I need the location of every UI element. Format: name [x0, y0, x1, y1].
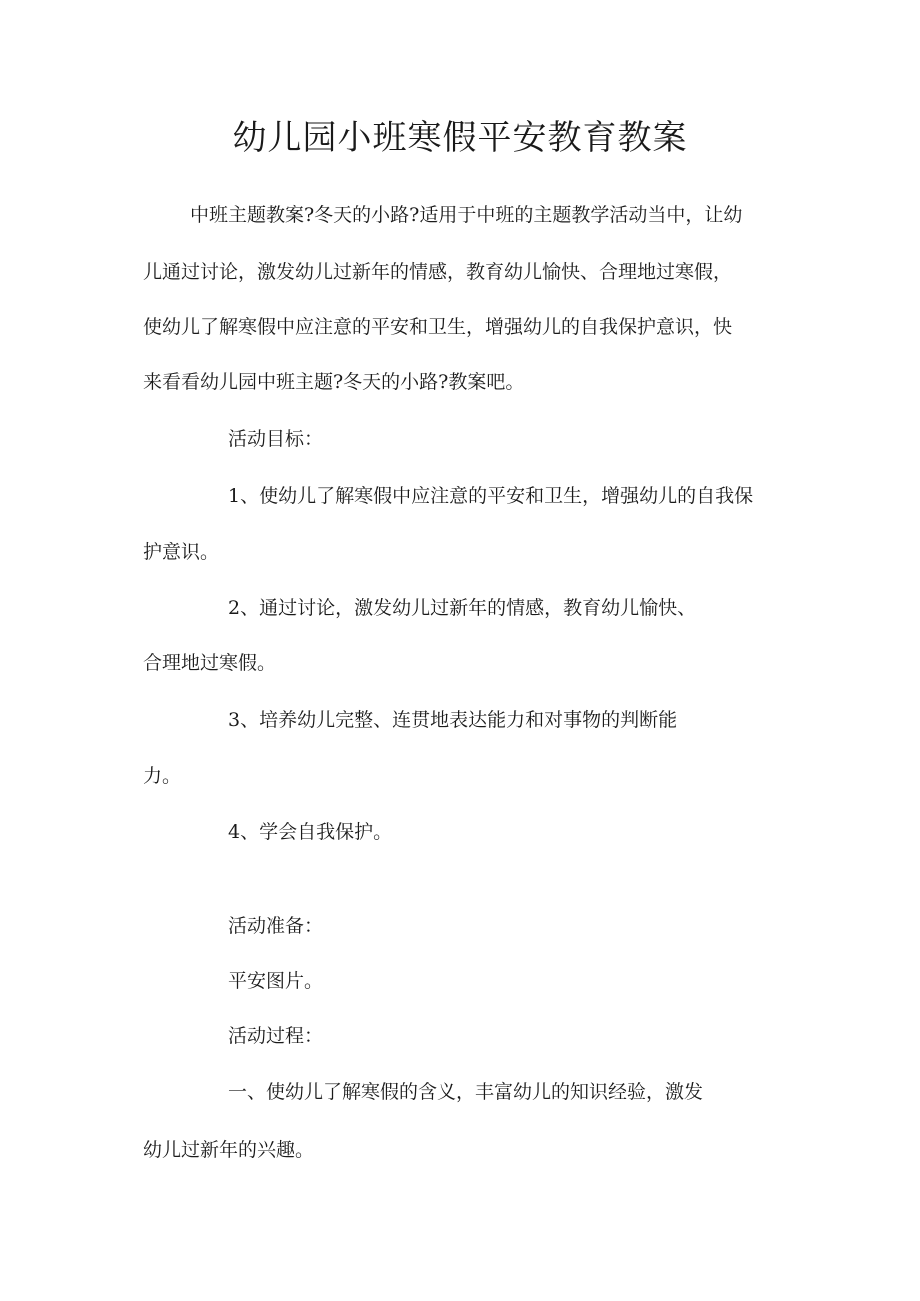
intro-line-3: 使幼儿了解寒假中应注意的平安和卫生，增强幼儿的自我保护意识，快 [143, 316, 733, 338]
intro-line-4: 来看看幼儿园中班主题?冬天的小路?教案吧。 [143, 371, 525, 393]
goal-4-line-1: 4、学会自我保护。 [228, 821, 393, 843]
goal-3-line-2: 力。 [143, 765, 182, 787]
preparation-item: 平安图片。 [228, 970, 324, 992]
section-heading-goals: 活动目标： [228, 428, 324, 450]
goal-2-line-2: 合理地过寒假。 [143, 652, 277, 674]
document-title: 幼儿园小班寒假平安教育教案 [232, 118, 688, 158]
process-step-1-line-2: 幼儿过新年的兴趣。 [143, 1139, 315, 1161]
intro-line-2: 儿通过讨论，激发幼儿过新年的情感，教育幼儿愉快、合理地过寒假， [143, 261, 733, 283]
goal-3-line-1: 3、培养幼儿完整、连贯地表达能力和对事物的判断能 [228, 709, 678, 731]
goal-2-line-1: 2、通过讨论，激发幼儿过新年的情感，教育幼儿愉快、 [228, 597, 697, 619]
intro-line-1: 中班主题教案?冬天的小路?适用于中班的主题教学活动当中，让幼 [190, 204, 743, 226]
goal-1-line-1: 1、使幼儿了解寒假中应注意的平安和卫生，增强幼儿的自我保 [228, 485, 754, 507]
section-heading-preparation: 活动准备： [228, 915, 324, 937]
section-heading-process: 活动过程： [228, 1025, 324, 1047]
goal-1-line-2: 护意识。 [143, 541, 220, 563]
process-step-1-line-1: 一、使幼儿了解寒假的含义，丰富幼儿的知识经验，激发 [228, 1081, 704, 1103]
